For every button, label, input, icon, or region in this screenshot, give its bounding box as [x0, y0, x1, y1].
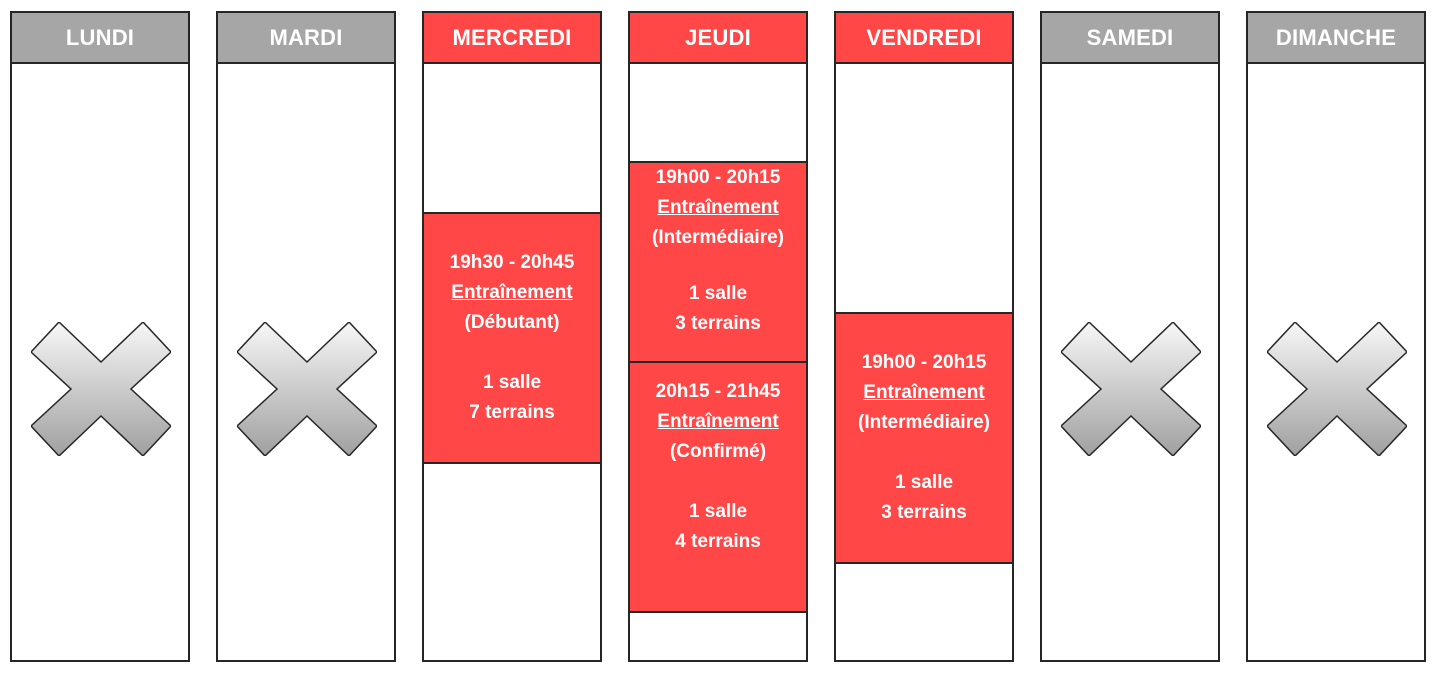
session-time: 19h00 - 20h15: [861, 352, 987, 373]
session-block: [424, 212, 600, 464]
session-title: Entraînement: [657, 411, 779, 432]
day-column-dimanche: [1246, 11, 1426, 662]
session-block: [836, 312, 1012, 564]
session-rooms: 1 salle: [688, 283, 748, 304]
session-time: 19h00 - 20h15: [655, 167, 781, 188]
session-block: [630, 361, 806, 613]
session-time: 19h30 - 20h45: [449, 252, 575, 273]
day-column-mercredi: [422, 11, 602, 662]
cross-icon: [31, 322, 171, 456]
session-level: (Intermédiaire): [858, 412, 990, 433]
session-level: (Confirmé): [669, 441, 767, 462]
session-rooms: 1 salle: [482, 372, 542, 393]
cross-icon: [1061, 322, 1201, 456]
session-courts: 7 terrains: [469, 402, 555, 423]
day-header-lundi: LUNDI: [12, 13, 188, 64]
session-title: Entraînement: [863, 382, 985, 403]
cross-icon: [237, 322, 377, 456]
day-column-mardi: [216, 11, 396, 662]
session-block: [630, 161, 806, 363]
session-time: 20h15 - 21h45: [655, 381, 781, 402]
day-header-mardi: MARDI: [218, 13, 394, 64]
day-column-vendredi: [834, 11, 1014, 662]
day-column-lundi: [10, 11, 190, 662]
session-title: Entraînement: [657, 197, 779, 218]
day-header-vendredi: VENDREDI: [836, 13, 1012, 64]
session-level: (Intermédiaire): [652, 227, 784, 248]
day-column-samedi: [1040, 11, 1220, 662]
session-level: (Débutant): [464, 312, 560, 333]
day-header-mercredi: MERCREDI: [424, 13, 600, 64]
day-header-samedi: SAMEDI: [1042, 13, 1218, 64]
session-rooms: 1 salle: [894, 472, 954, 493]
session-rooms: 1 salle: [688, 501, 748, 522]
cross-icon: [1267, 322, 1407, 456]
day-header-jeudi: JEUDI: [630, 13, 806, 64]
day-header-dimanche: DIMANCHE: [1248, 13, 1424, 64]
session-title: Entraînement: [451, 282, 573, 303]
session-courts: 3 terrains: [675, 313, 761, 334]
day-column-jeudi: [628, 11, 808, 662]
session-courts: 3 terrains: [881, 502, 967, 523]
session-courts: 4 terrains: [675, 531, 761, 552]
